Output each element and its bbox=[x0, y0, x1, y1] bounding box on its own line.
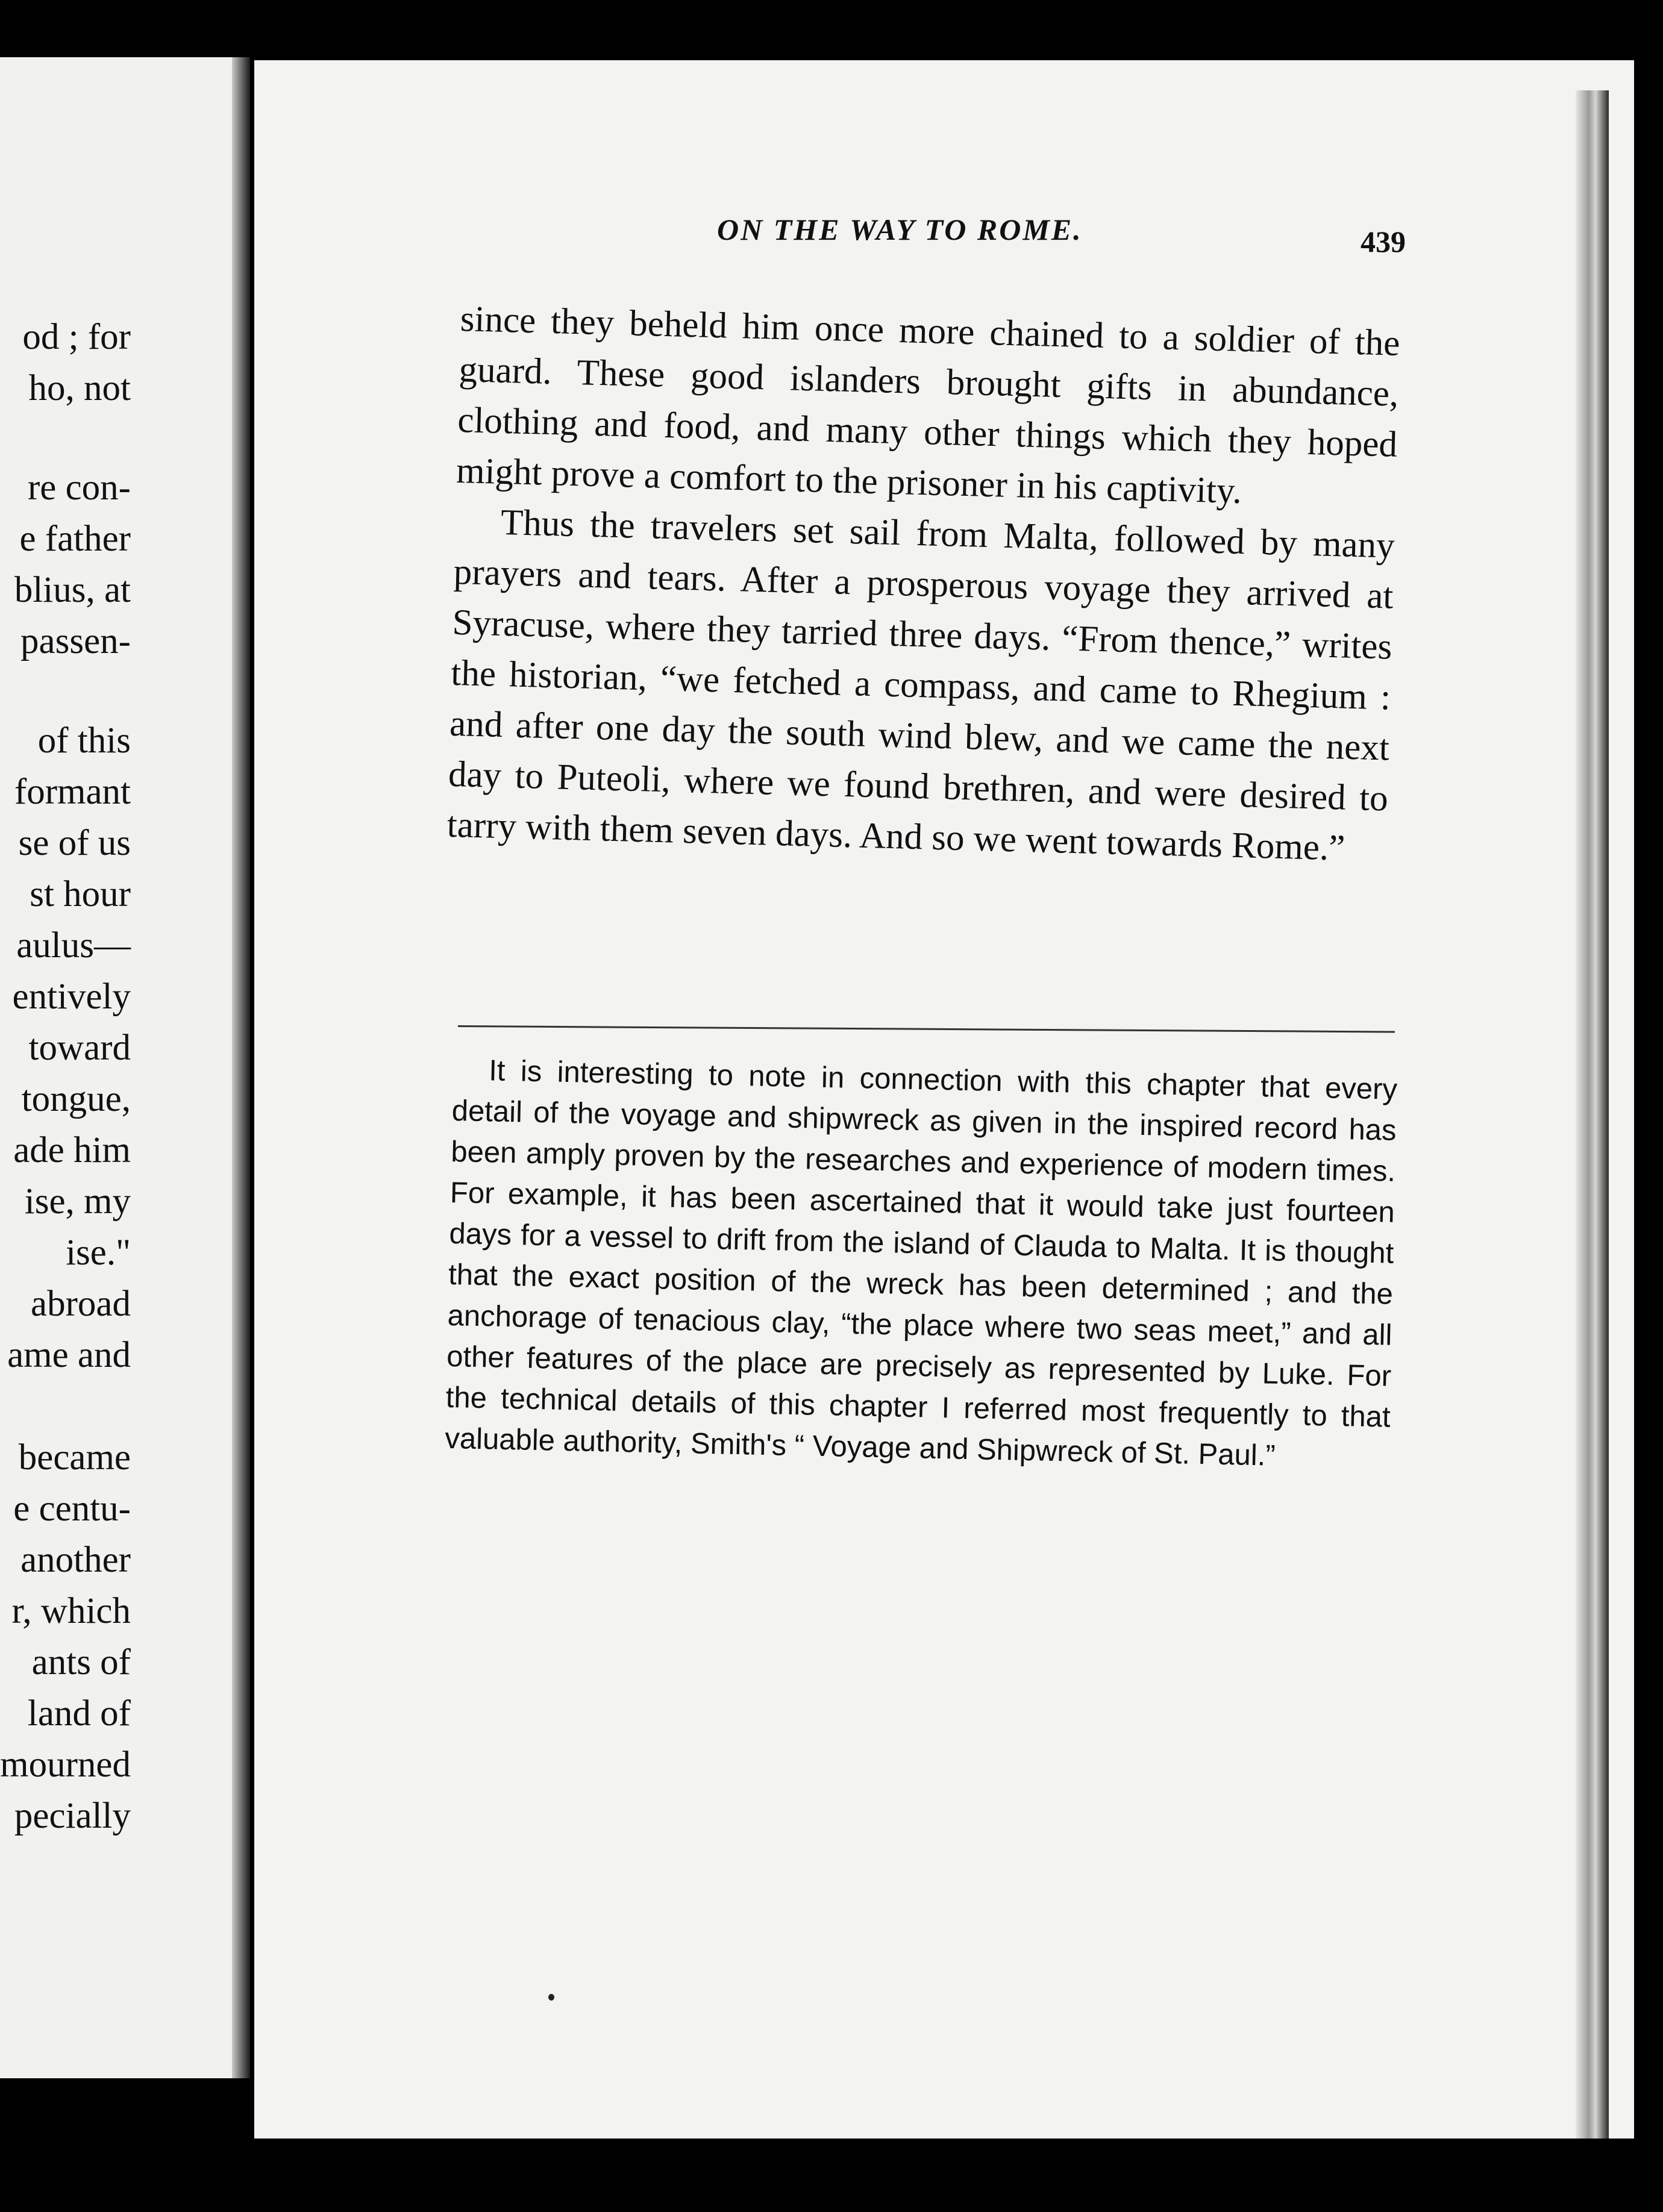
left-page-line: ise." bbox=[66, 1233, 131, 1273]
left-page-line: land of bbox=[27, 1693, 131, 1734]
book-gutter bbox=[232, 57, 250, 2078]
left-page-line: tongue, bbox=[21, 1079, 131, 1119]
left-page-line: ho, not bbox=[28, 368, 131, 408]
left-page-line: ade him bbox=[13, 1130, 131, 1170]
main-text bbox=[446, 294, 1401, 875]
left-page-line: ame and bbox=[7, 1335, 131, 1375]
left-page-line: passen- bbox=[20, 621, 131, 661]
paragraph: Thus the travelers set sail from Malta, followed by many prayers and tears. After a prosperous voyage they arrived at Syracuse, where they tarried three days. “From thence,” writes the historian, “we fetched a compass, and came to Rhegium : and after one day the south wind blew, and we came the next day to Puteoli, where we found brethren, and were desired to tarry with them seven days. And so we went towards Rome.” bbox=[446, 502, 1395, 869]
left-page-line: became bbox=[18, 1437, 131, 1478]
left-page-line: another bbox=[20, 1540, 131, 1580]
left-page-line: re con- bbox=[27, 467, 131, 508]
paragraph: since they beheld him once more chained to a soldier of the guard. These good islanders brought gifts in abundance, clothing and food, and many other things which they hoped might prove a comfort to the prisoner in his captivity. bbox=[456, 298, 1401, 512]
left-page-line: e centu- bbox=[13, 1489, 131, 1529]
left-page-line: se of us bbox=[18, 823, 131, 863]
left-page-line: entively bbox=[12, 976, 131, 1017]
left-page-line: pecially bbox=[14, 1796, 131, 1836]
left-page-line: blius, at bbox=[14, 570, 131, 610]
left-page-line: aulus— bbox=[16, 925, 131, 966]
left-page-line: abroad bbox=[31, 1284, 131, 1324]
left-page-line: of this bbox=[37, 720, 131, 761]
left-page-line: r, which bbox=[11, 1591, 131, 1631]
left-page-line: toward bbox=[28, 1028, 131, 1068]
left-page-line: ants of bbox=[31, 1642, 131, 1682]
left-page-line: e father bbox=[19, 519, 131, 559]
left-page-fragment bbox=[0, 57, 244, 2078]
left-page-line: mourned bbox=[0, 1745, 131, 1785]
page-number: 439 bbox=[1361, 225, 1406, 258]
footnote-text: It is interesting to note in connection with this chapter that every detail of the voyage and shipwreck as given in the inspired record has been amply proven by the researches and experience of modern times. For example, it has been ascertained that it would take just fourteen days for a vessel to drift from the island of Clauda to Malta. It is thought that the exact position of the wreck has been determined ; and the anchorage of tenacious clay, “the place where two seas meet,” and all other features of the place are precisely as represented by Luke. For the technical details of this chapter I referred most frequently to that valuable authority, Smith's “ Voyage and Shipwreck of St. Paul.” bbox=[444, 1054, 1398, 1472]
footnote bbox=[445, 1049, 1398, 1479]
left-page-line: formant bbox=[14, 772, 131, 812]
left-page-line: ise, my bbox=[24, 1181, 131, 1222]
left-page-line: od ; for bbox=[22, 317, 131, 357]
running-head: ON THE WAY TO ROME. bbox=[717, 213, 1083, 246]
page-edge bbox=[1576, 90, 1609, 2139]
left-page-line: st hour bbox=[30, 874, 131, 914]
print-speck bbox=[548, 1994, 554, 2001]
